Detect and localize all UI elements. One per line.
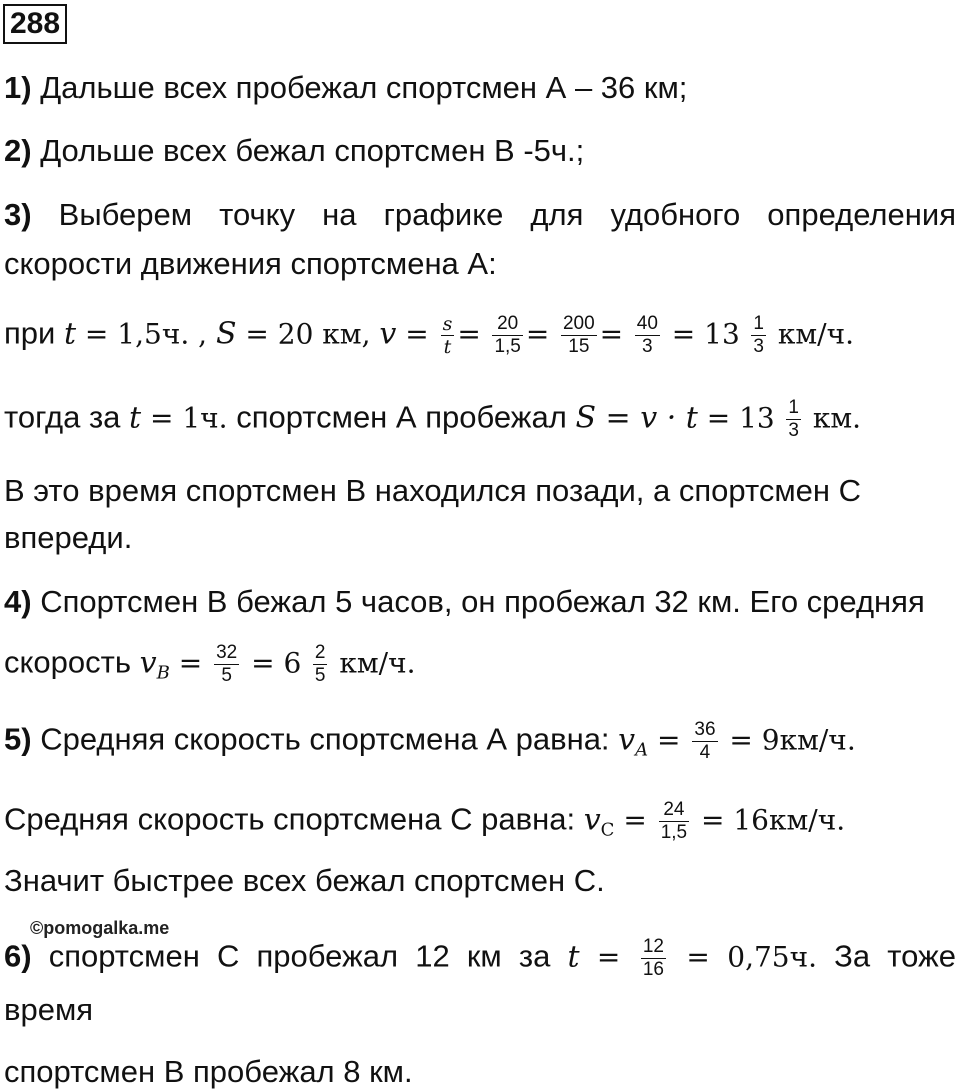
var-v: v: [139, 645, 157, 681]
fraction-denominator: 3: [642, 336, 653, 357]
var-v: v: [583, 802, 601, 838]
fraction: [786, 397, 801, 442]
fraction-numerator: 2: [314, 642, 326, 663]
fraction-denominator: 3: [788, 420, 799, 441]
item-6-line-3: спортсмен В пробежал 8 км.: [4, 1054, 413, 1089]
fraction-numerator: 20: [492, 313, 522, 336]
item-text: За тоже: [817, 938, 956, 974]
var-t: t: [567, 939, 580, 975]
item-text: Дальше всех пробежал спортсмен А – 36 км;: [31, 70, 688, 105]
equals-sign: =: [579, 940, 638, 974]
var-s: S: [215, 316, 237, 352]
fraction-denominator: 5: [314, 665, 326, 686]
fraction-numerator: 40: [636, 313, 658, 334]
position-line-1: В это время спортсмен В находился позади, а спортсмен С: [4, 473, 861, 508]
var-t: t: [63, 316, 77, 352]
formula: S = v · t: [575, 400, 698, 436]
var-t: t: [129, 400, 142, 436]
item-4-line-1: [4, 582, 956, 622]
calc-eq: = 1,5ч. ,: [76, 317, 216, 351]
fraction-denominator: 15: [568, 336, 590, 357]
fraction-denominator: 4: [699, 742, 711, 763]
fraction: [214, 642, 239, 687]
fraction: [492, 313, 522, 358]
result: = 6: [242, 646, 302, 680]
fraction-numerator: 12: [642, 936, 664, 957]
position-line-2: впереди.: [4, 520, 133, 555]
item-number: 1): [4, 70, 32, 105]
item-number: 4): [4, 584, 32, 619]
watermark: ©pomogalka.me: [30, 918, 170, 938]
item-text: Спортсмен В бежал 5 часов, он пробежал 32 км. Его средняя: [31, 584, 925, 619]
item-2: [4, 131, 956, 171]
calc-eq: = 20 км,: [236, 317, 380, 351]
var-v: v: [379, 316, 397, 352]
calc-line: [4, 313, 956, 358]
fraction-numerator: 36: [694, 719, 716, 740]
item-text: спортсмен С пробежал 12 км за: [31, 938, 568, 974]
equals-sign: =: [599, 317, 624, 351]
equals-sign: =: [525, 317, 550, 351]
fraction: [659, 799, 689, 844]
fraction-numerator: s: [442, 313, 453, 335]
var-v: v: [618, 722, 636, 758]
fraction-numerator: 32: [216, 642, 238, 663]
item-3-line-2: скорости движения спортсмена А:: [4, 246, 497, 281]
fraction-numerator: 1: [753, 313, 764, 334]
fraction-denominator: 5: [221, 665, 232, 686]
subscript: A: [635, 739, 649, 761]
equals-sign: =: [648, 723, 690, 757]
item-number: 5): [4, 721, 32, 757]
fraction-numerator: 1: [788, 397, 799, 418]
then-text: спортсмен А пробежал: [227, 399, 576, 435]
fraction-denominator: 1,5: [660, 822, 688, 843]
problem-number: 288: [3, 4, 67, 44]
item-6-line-1: [4, 936, 956, 981]
then-result: = 13: [697, 401, 775, 435]
fraction-numerator: 200: [562, 313, 595, 334]
item-5: [4, 719, 956, 771]
unit: км.: [803, 401, 862, 435]
item-1: [4, 68, 956, 108]
item-4-line-2: [4, 642, 956, 694]
item-text: Средняя скорость спортсмена А равна:: [31, 721, 619, 757]
item-text: Средняя скорость спортсмена С равна:: [4, 801, 584, 837]
c-speed-line: [4, 799, 956, 851]
fraction-denominator: 16: [642, 959, 664, 980]
then-pre: тогда за: [4, 399, 130, 435]
fraction: [635, 313, 660, 358]
item-3-line-1: [4, 195, 956, 235]
item-number: 3): [4, 197, 32, 232]
subscript: C: [600, 819, 615, 841]
result: = 16км/ч.: [692, 803, 846, 837]
fraction: [751, 313, 766, 358]
equals-sign: =: [169, 646, 212, 680]
item-text: Выберем точку на графике для удобного определения: [31, 197, 956, 232]
then-line: [4, 397, 956, 442]
conclusion: Значит быстрее всех бежал спортсмен С.: [4, 863, 605, 898]
item-number: 6): [4, 938, 32, 974]
fraction-denominator: 1,5: [494, 336, 521, 357]
fraction: [561, 313, 597, 358]
fraction: [641, 936, 666, 981]
then-value: = 1ч.: [141, 401, 228, 435]
calc-eq: =: [396, 317, 438, 351]
calc-pre: при: [4, 315, 64, 351]
fraction-numerator: 24: [659, 799, 689, 822]
item-text: скорость: [4, 644, 140, 680]
item-number: 2): [4, 133, 32, 168]
calc-result: = 13: [662, 317, 740, 351]
fraction-denominator: t: [443, 336, 452, 358]
fraction: [441, 313, 455, 358]
result: = 0,75ч.: [668, 940, 818, 974]
equals-sign: =: [614, 803, 656, 837]
item-text: Дольше всех бежал спортсмен В -5ч.;: [31, 133, 585, 168]
unit: км/ч.: [769, 317, 855, 351]
unit: км/ч.: [330, 646, 416, 680]
fraction: [692, 719, 717, 764]
item-6-line-2: время: [4, 992, 94, 1027]
result: = 9км/ч.: [720, 723, 856, 757]
fraction-denominator: 3: [753, 336, 764, 357]
equals-sign: =: [457, 317, 481, 351]
subscript: B: [156, 662, 170, 684]
fraction: [313, 642, 328, 687]
